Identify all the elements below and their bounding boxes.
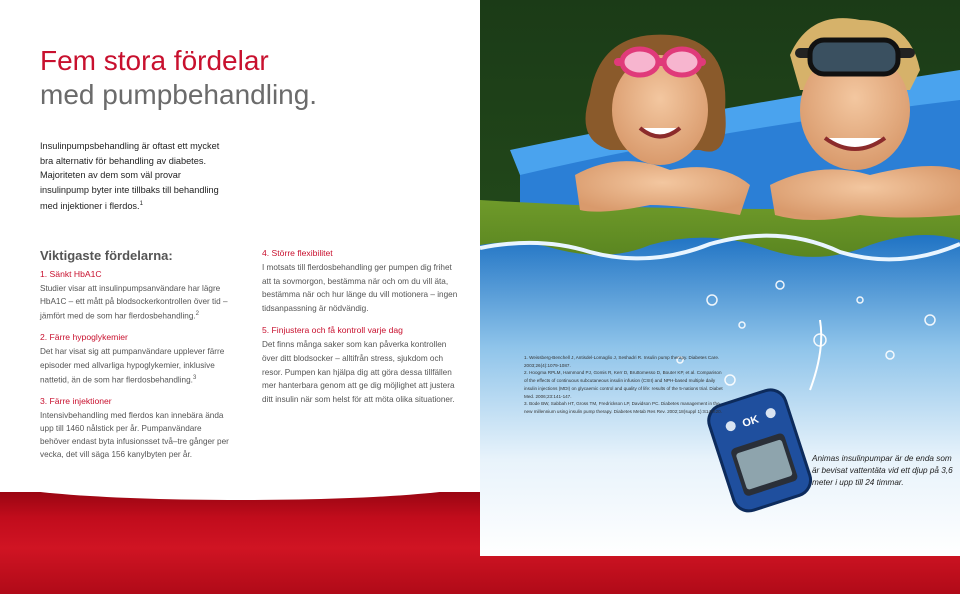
benefit-1-text: Studier visar att insulinpumpsanvändare har lägre HbA1C – ett mått på blodsockerkontrollen över tid – jämfört med de som har flerdosbehandling. (40, 284, 228, 322)
benefit-3 (40, 395, 230, 462)
reference-2: 2. Hoogma RPLM, Hammond PJ, Gomis R, Kerr D, Bruttomesso D, Bouter KP, et al. Comparison of the effects of continuous subcutaneous insulin infusion (CSII) and NPH-based multiple daily insulin injections (MDI) on glycaemic control and quality of life: results of the 5-nations trial. Diabet Med. 2006;23:141-147. (524, 370, 723, 399)
page-title (40, 44, 317, 112)
benefits-column-1 (40, 268, 230, 470)
title-line-1: Fem stora fördelar (40, 45, 269, 76)
benefit-5-title: 5. Finjustera och få kontroll varje dag (262, 325, 403, 336)
benefit-5 (262, 324, 462, 406)
benefit-1 (40, 268, 230, 323)
reference-list (524, 354, 724, 416)
benefit-1-ref: 2 (195, 311, 199, 318)
benefit-3-title: 3. Färre injektioner (40, 395, 112, 406)
benefit-2-ref: 3 (192, 374, 197, 381)
benefit-2-text: Det har visat sig att pumpanvändare upplever färre episoder med allvarliga hypoglykemier, inklusive nattetid, än de som har flerdosbehandling. (40, 347, 225, 385)
intro-paragraph (40, 139, 230, 214)
benefit-4-title: 4. Större flexibilitet (262, 248, 333, 258)
benefit-5-body: Det finns många saker som kan påverka kontrollen över ditt blodsocker – alltifrån stress, sjukdom och resor. Pumpen kan hjälpa dig att göra dessa tillfällen mer hanterbara genom att ge dig möjlighet att justera ditt insulin när som helst för att möta olika situationer. (262, 340, 455, 404)
intro-ref: 1 (139, 201, 143, 207)
boy-arms (770, 166, 960, 220)
benefits-heading: Viktigaste fördelarna: (40, 248, 173, 263)
reference-1: 1. Weissberg-Benchell J, Antisdel-Lomaglio J, Seshadri R. Insulin pump therapy. Diabetes Care. 2003;26(4):1079-1087. (524, 355, 720, 368)
intro-text: Insulinpumpsbehandling är oftast ett mycket bra alternativ för behandling av diabetes. Majoriteten av dem som väl provar insulinpump byter inte tillbaks till behandling med injektioner i flerdos. (40, 141, 220, 212)
pump-caption: Animas insulinpumpar är de enda som är bevisat vattentäta vid ett djup på 3,6 meter i upp till 24 timmar. (812, 454, 953, 488)
benefit-2-title: 2. Färre hypoglykemier (40, 332, 128, 343)
pump-ok-label: OK (740, 413, 761, 431)
girl-goggle-left (622, 49, 658, 75)
benefit-1-title: 1. Sänkt HbA1C (40, 269, 102, 279)
title-line-2: med pumpbehandling. (40, 79, 318, 110)
benefit-2 (40, 331, 230, 386)
girl-goggle-right (664, 49, 700, 75)
benefit-4-body: I motsats till flerdosbehandling ger pumpen dig frihet att ta sovmorgon, bestämma när och om du vill äta, bestämma när och hur länge du vill motionera – ingen tidsanpassning är nödvändig. (262, 263, 458, 313)
benefits-column-2 (262, 247, 462, 415)
benefit-4 (262, 247, 462, 315)
reference-3: 3. Bode BW, Sabbah HT, Gross TM, Fredrickson LP, Davidson PC. Diabetes management in the new millennium using insulin pump therapy. Diabetes Metab Res Rev. 2002;18(suppl 1):S14-S20. (524, 401, 722, 414)
boy-mask (810, 40, 898, 74)
benefit-3-body: Intensivbehandling med flerdos kan innebära ända upp till 1460 nålstick per år. Pumpanvändare behöver endast byta infusionsset två–tre gånger per vecka, det vill säga 156 kanylbyten per år. (40, 410, 229, 460)
benefit-2-body (40, 345, 230, 386)
benefit-1-body (40, 282, 230, 323)
